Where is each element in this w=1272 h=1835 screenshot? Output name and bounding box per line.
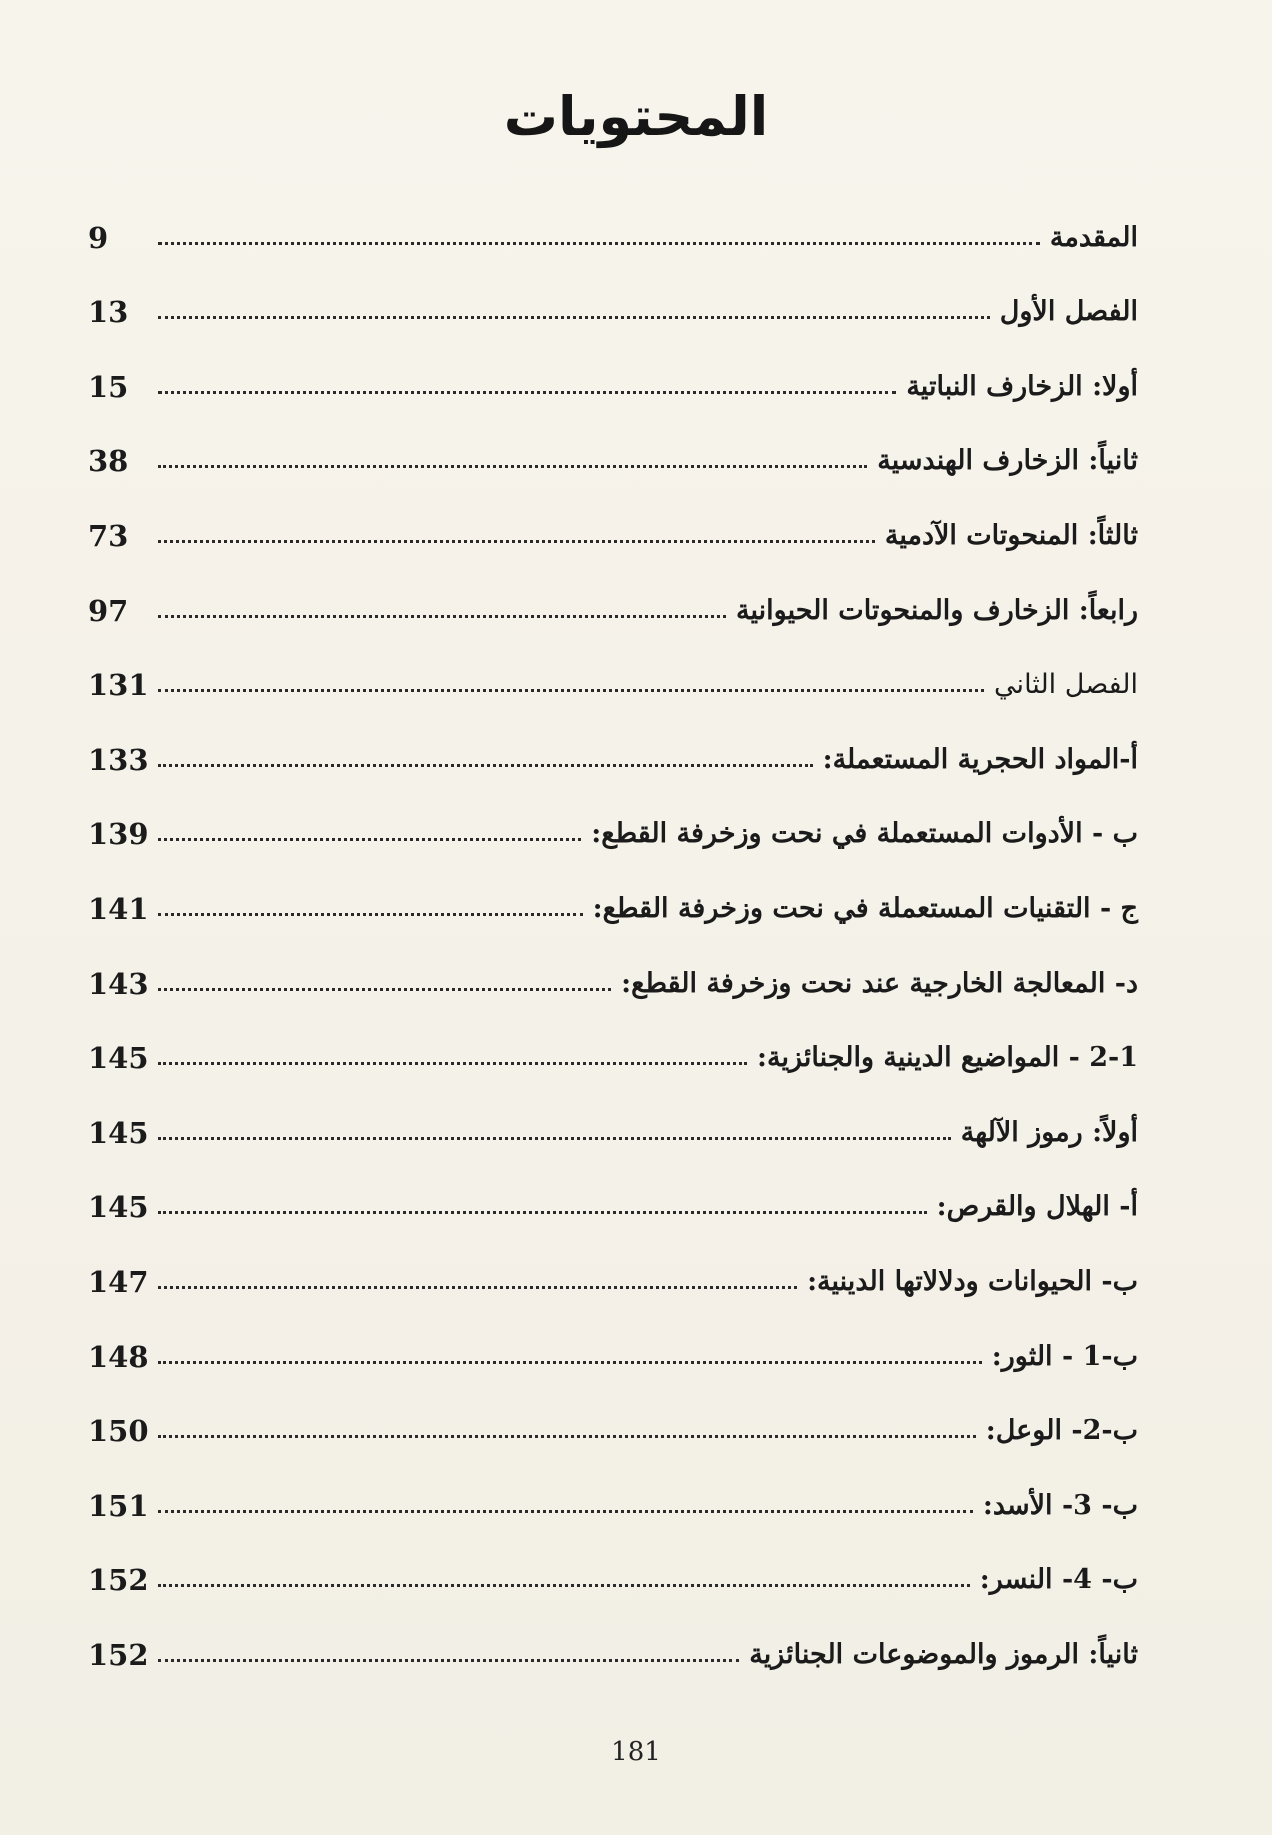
table-of-contents [88,180,1138,1672]
toc-entry-page: 13 [88,295,129,330]
toc-entry-label: أولاً: رموز الآلهة [960,1116,1138,1148]
toc-entry-page: 73 [88,518,129,553]
toc-row [88,255,1138,330]
toc-entry-page: 9 [88,220,109,255]
dot-leader [158,540,875,543]
toc-row [88,1448,1138,1523]
toc-row [88,404,1138,479]
toc-entry-page: 97 [88,593,129,628]
dot-leader [158,1584,970,1587]
toc-row [88,1374,1138,1449]
toc-row [88,1075,1138,1150]
toc-entry-page: 15 [88,369,129,404]
dot-leader [158,913,583,916]
dot-leader [158,838,581,841]
toc-entry-page: 150 [88,1414,149,1449]
dot-leader [158,391,896,394]
toc-entry-label: ب - الأدوات المستعملة في نحت وزخرفة القطع: [591,818,1138,850]
dot-leader [158,1659,739,1662]
toc-row [88,777,1138,852]
dot-leader [158,1137,951,1140]
toc-entry-page: 152 [88,1563,149,1598]
toc-entry-page: 145 [88,1115,149,1150]
toc-row [88,553,1138,628]
toc-row [88,702,1138,777]
toc-row [88,1597,1138,1672]
toc-entry-label: 2-1 - المواضيع الدينية والجنائزية: [757,1042,1138,1074]
dot-leader [158,465,867,468]
dot-leader [158,1062,747,1065]
dot-leader [158,316,990,319]
toc-entry-label: الفصل الأول [999,296,1138,328]
toc-entry-label: ب- الحيوانات ودلالاتها الدينية: [807,1265,1138,1297]
toc-row [88,1299,1138,1374]
dot-leader [158,1286,797,1289]
toc-entry-label: ب- 4- النسر: [979,1564,1138,1596]
toc-entry-page: 151 [88,1488,149,1523]
toc-row [88,180,1138,255]
toc-row [88,1001,1138,1076]
toc-entry-label: أ-المواد الحجرية المستعملة: [822,743,1138,775]
toc-entry-label: رابعاً: الزخارف والمنحوتات الحيوانية [736,594,1138,626]
toc-entry-label: ب- 3- الأسد: [982,1489,1138,1521]
toc-entry-label: ثانياً: الرموز والموضوعات الجنائزية [749,1638,1138,1670]
toc-entry-page: 38 [88,444,129,479]
toc-entry-page: 147 [88,1264,149,1299]
toc-entry-label: أ- الهلال والقرص: [936,1191,1138,1223]
toc-entry-label: ب-2- الوعل: [985,1415,1138,1447]
toc-row [88,478,1138,553]
toc-entry-page: 145 [88,1190,149,1225]
toc-row [88,926,1138,1001]
toc-entry-page: 133 [88,742,149,777]
dot-leader [158,1435,976,1438]
page-title: المحتويات [503,85,769,148]
toc-entry-page: 145 [88,1041,149,1076]
toc-entry-label: ثالثاً: المنحوتات الآدمية [884,519,1138,551]
page-number: 181 [611,1737,661,1767]
toc-entry-page: 148 [88,1339,149,1374]
toc-entry-page: 139 [88,817,149,852]
dot-leader [158,1510,973,1513]
toc-entry-label: أولا: الزخارف النباتية [906,370,1138,402]
toc-entry-page: 131 [88,668,149,703]
dot-leader [158,689,984,692]
dot-leader [158,242,1040,245]
toc-entry-label: ثانياً: الزخارف الهندسية [877,445,1138,477]
toc-entry-page: 141 [88,891,149,926]
toc-entry-label: المقدمة [1049,221,1138,253]
toc-entry-page: 143 [88,966,149,1001]
toc-row [88,1523,1138,1598]
toc-entry-label: الفصل الثاني [994,669,1138,701]
toc-row [88,1150,1138,1225]
toc-entry-label: ب-1 - الثور: [991,1340,1138,1372]
toc-row [88,1224,1138,1299]
toc-row [88,628,1138,703]
dot-leader [158,615,726,618]
dot-leader [158,988,611,991]
toc-entry-label: د- المعالجة الخارجية عند نحت وزخرفة القطع: [621,967,1138,999]
toc-row [88,851,1138,926]
toc-entry-label: ج - التقنيات المستعملة في نحت وزخرفة القطع: [592,892,1138,924]
dot-leader [158,1361,982,1364]
dot-leader [158,1211,927,1214]
toc-row [88,329,1138,404]
dot-leader [158,764,813,767]
toc-entry-page: 152 [88,1637,149,1672]
